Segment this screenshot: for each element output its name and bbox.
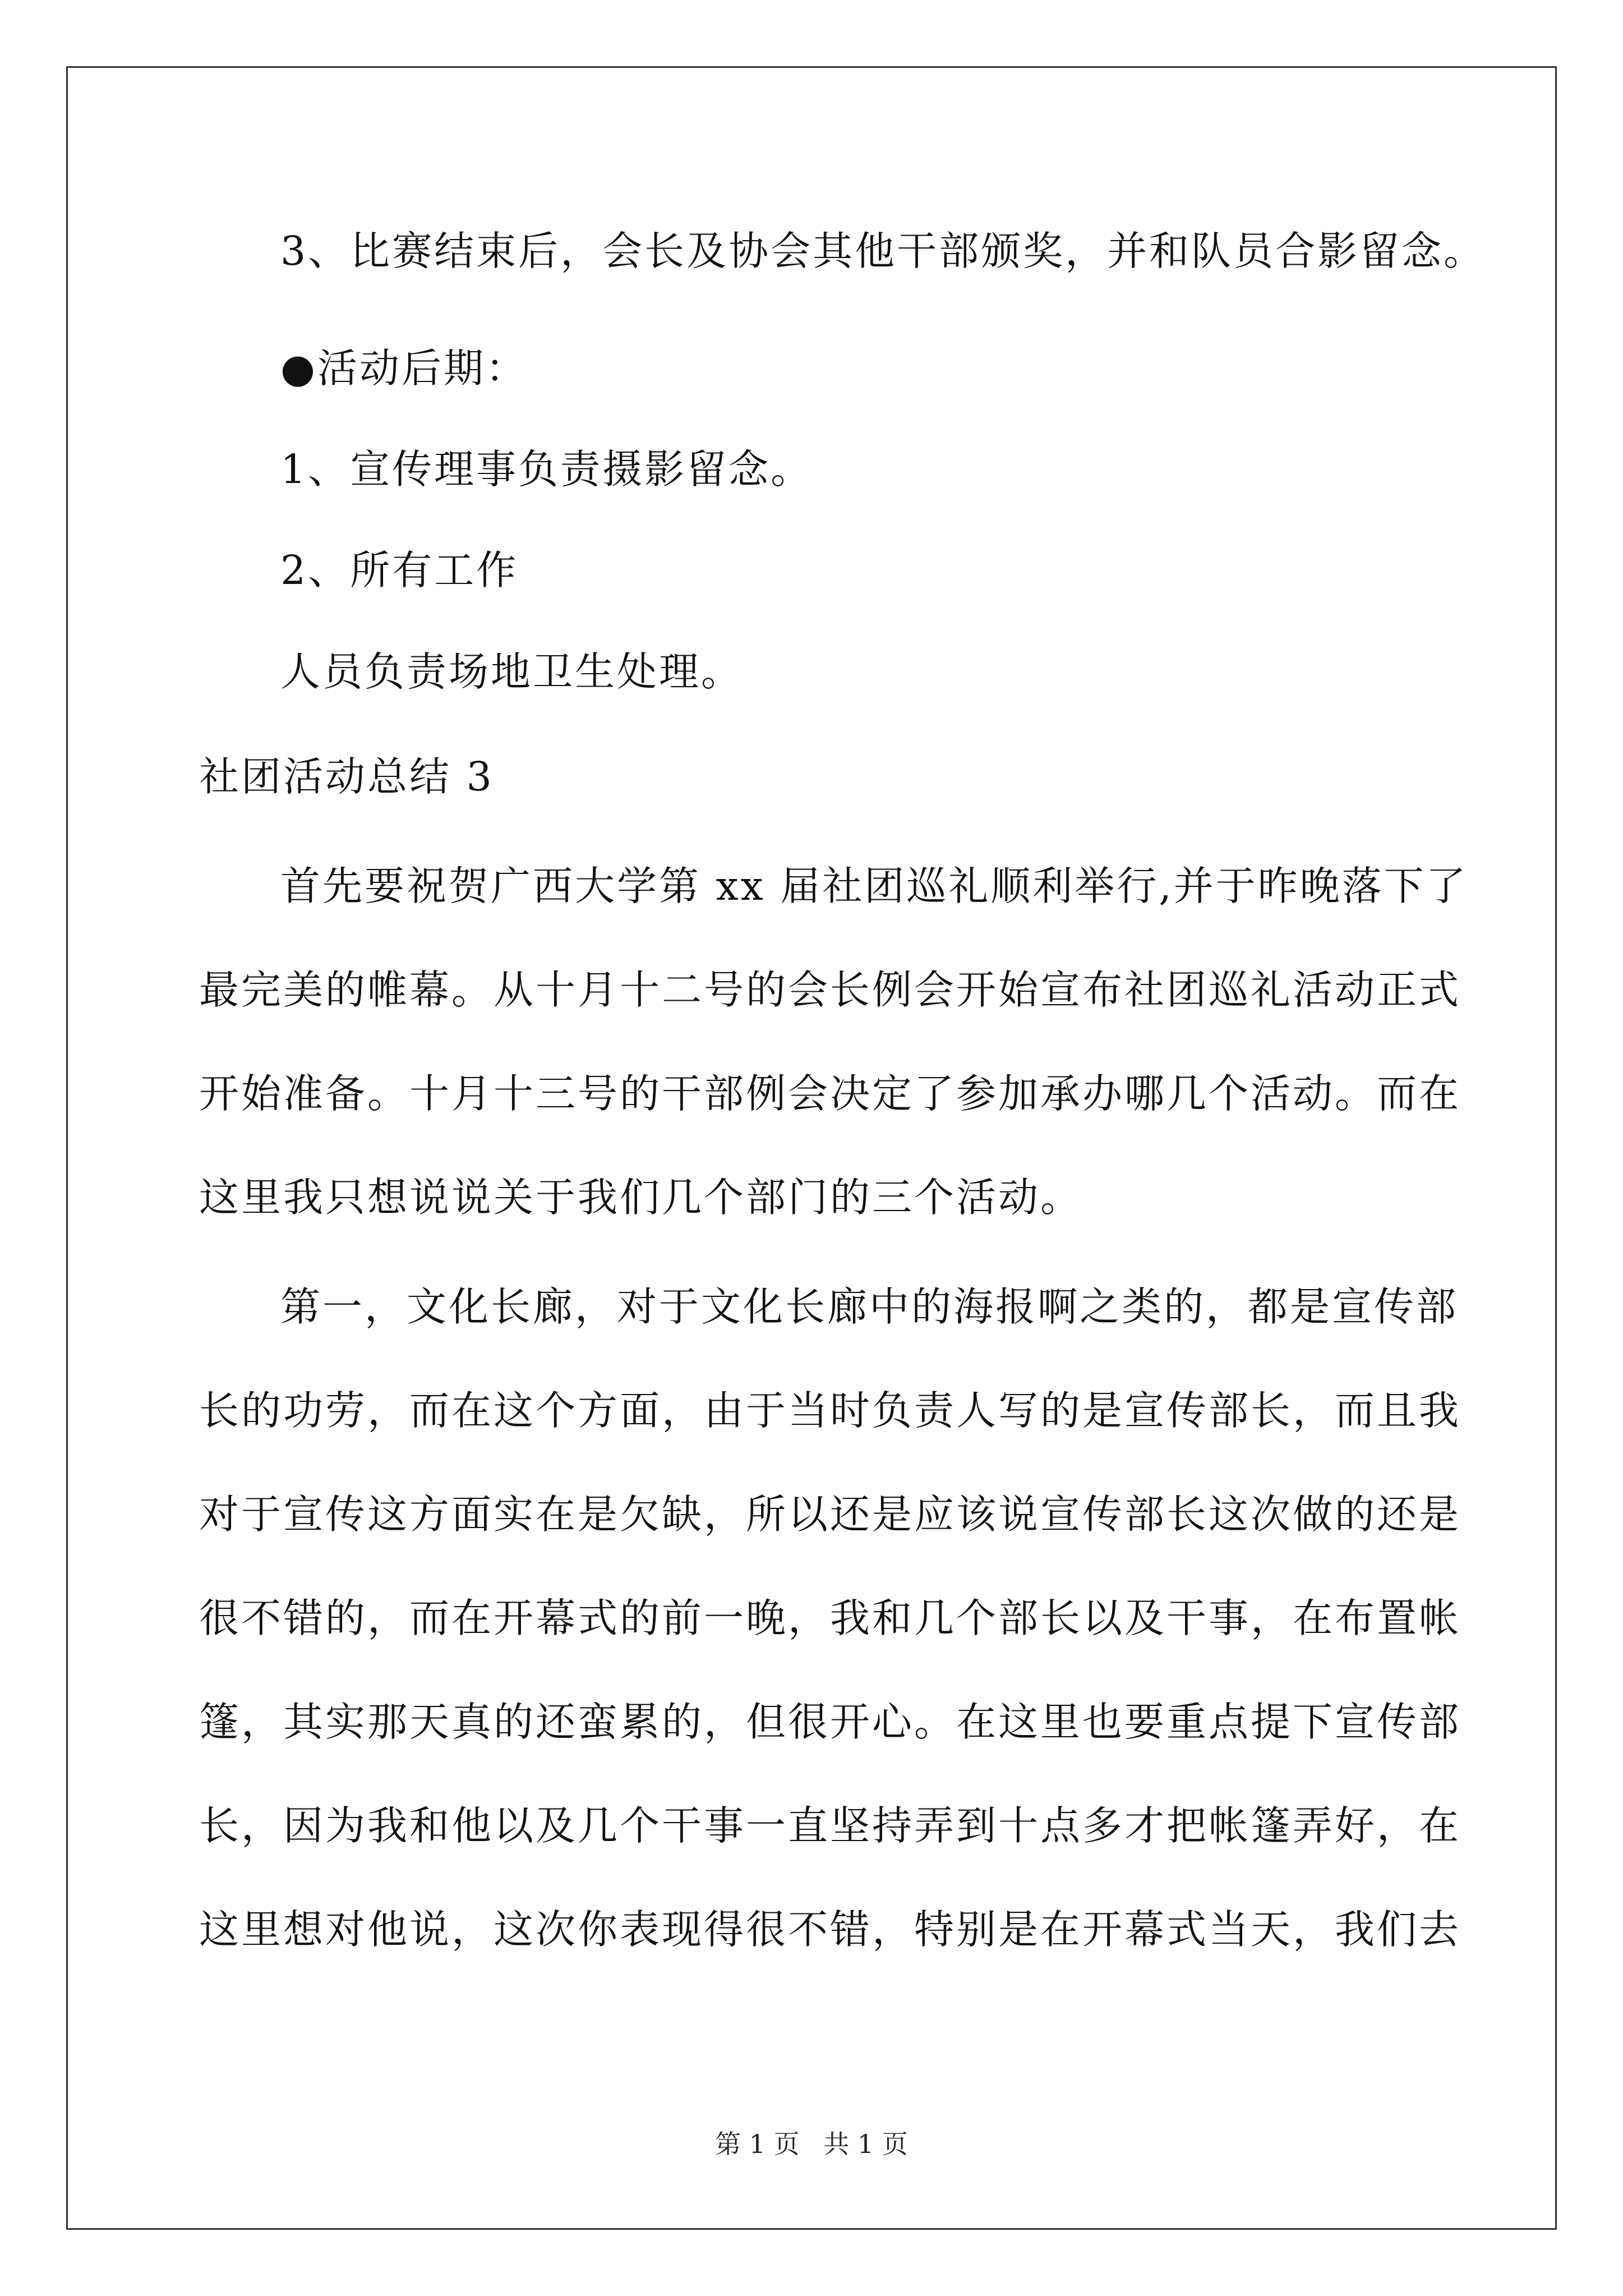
text-line: 1、宣传理事负责摄影留念。: [280, 446, 813, 493]
text-line: 这里我只想说说关于我们几个部门的三个活动。: [199, 1174, 1083, 1221]
text-line: 长的功劳，而在这个方面，由于当时负责人写的是宣传部长，而且我: [199, 1387, 1461, 1434]
text-line: 3、比赛结束后，会长及协会其他干部颁奖，并和队员合影留念。: [280, 228, 1486, 274]
section-title: 社团活动总结 3: [199, 753, 494, 800]
text-line: 最完美的帷幕。从十月十二号的会长例会开始宣布社团巡礼活动正式: [199, 967, 1461, 1013]
text-line: 长，因为我和他以及几个干事一直坚持弄到十点多才把帐篷弄好，在: [199, 1802, 1461, 1849]
text-line: 对于宣传这方面实在是欠缺，所以还是应该说宣传部长这次做的还是: [199, 1491, 1461, 1538]
page-number: 第 1 页: [715, 2129, 800, 2159]
page-total: 共 1 页: [823, 2129, 908, 2159]
text-line: 2、所有工作: [280, 547, 519, 593]
text-line: 这里想对他说，这次你表现得很不错，特别是在开幕式当天，我们去: [199, 1906, 1461, 1953]
text-line: 篷，其实那天真的还蛮累的，但很开心。在这里也要重点提下宣传部: [199, 1699, 1461, 1745]
page-footer: [0, 2127, 1623, 2161]
text-line: 很不错的，而在开幕式的前一晚，我和几个部长以及干事，在布置帐: [199, 1595, 1461, 1641]
text-line: 第一，文化长廊，对于文化长廊中的海报啊之类的，都是宣传部: [280, 1283, 1459, 1330]
text-line: 人员负责场地卫生处理。: [280, 648, 744, 695]
text-line: 开始准备。十月十三号的干部例会决定了参加承办哪几个活动。而在: [199, 1070, 1461, 1117]
section-heading: ●活动后期：: [280, 345, 528, 392]
text-line: 首先要祝贺广西大学第 xx 届社团巡礼顺利举行,并于昨晚落下了: [280, 863, 1468, 909]
